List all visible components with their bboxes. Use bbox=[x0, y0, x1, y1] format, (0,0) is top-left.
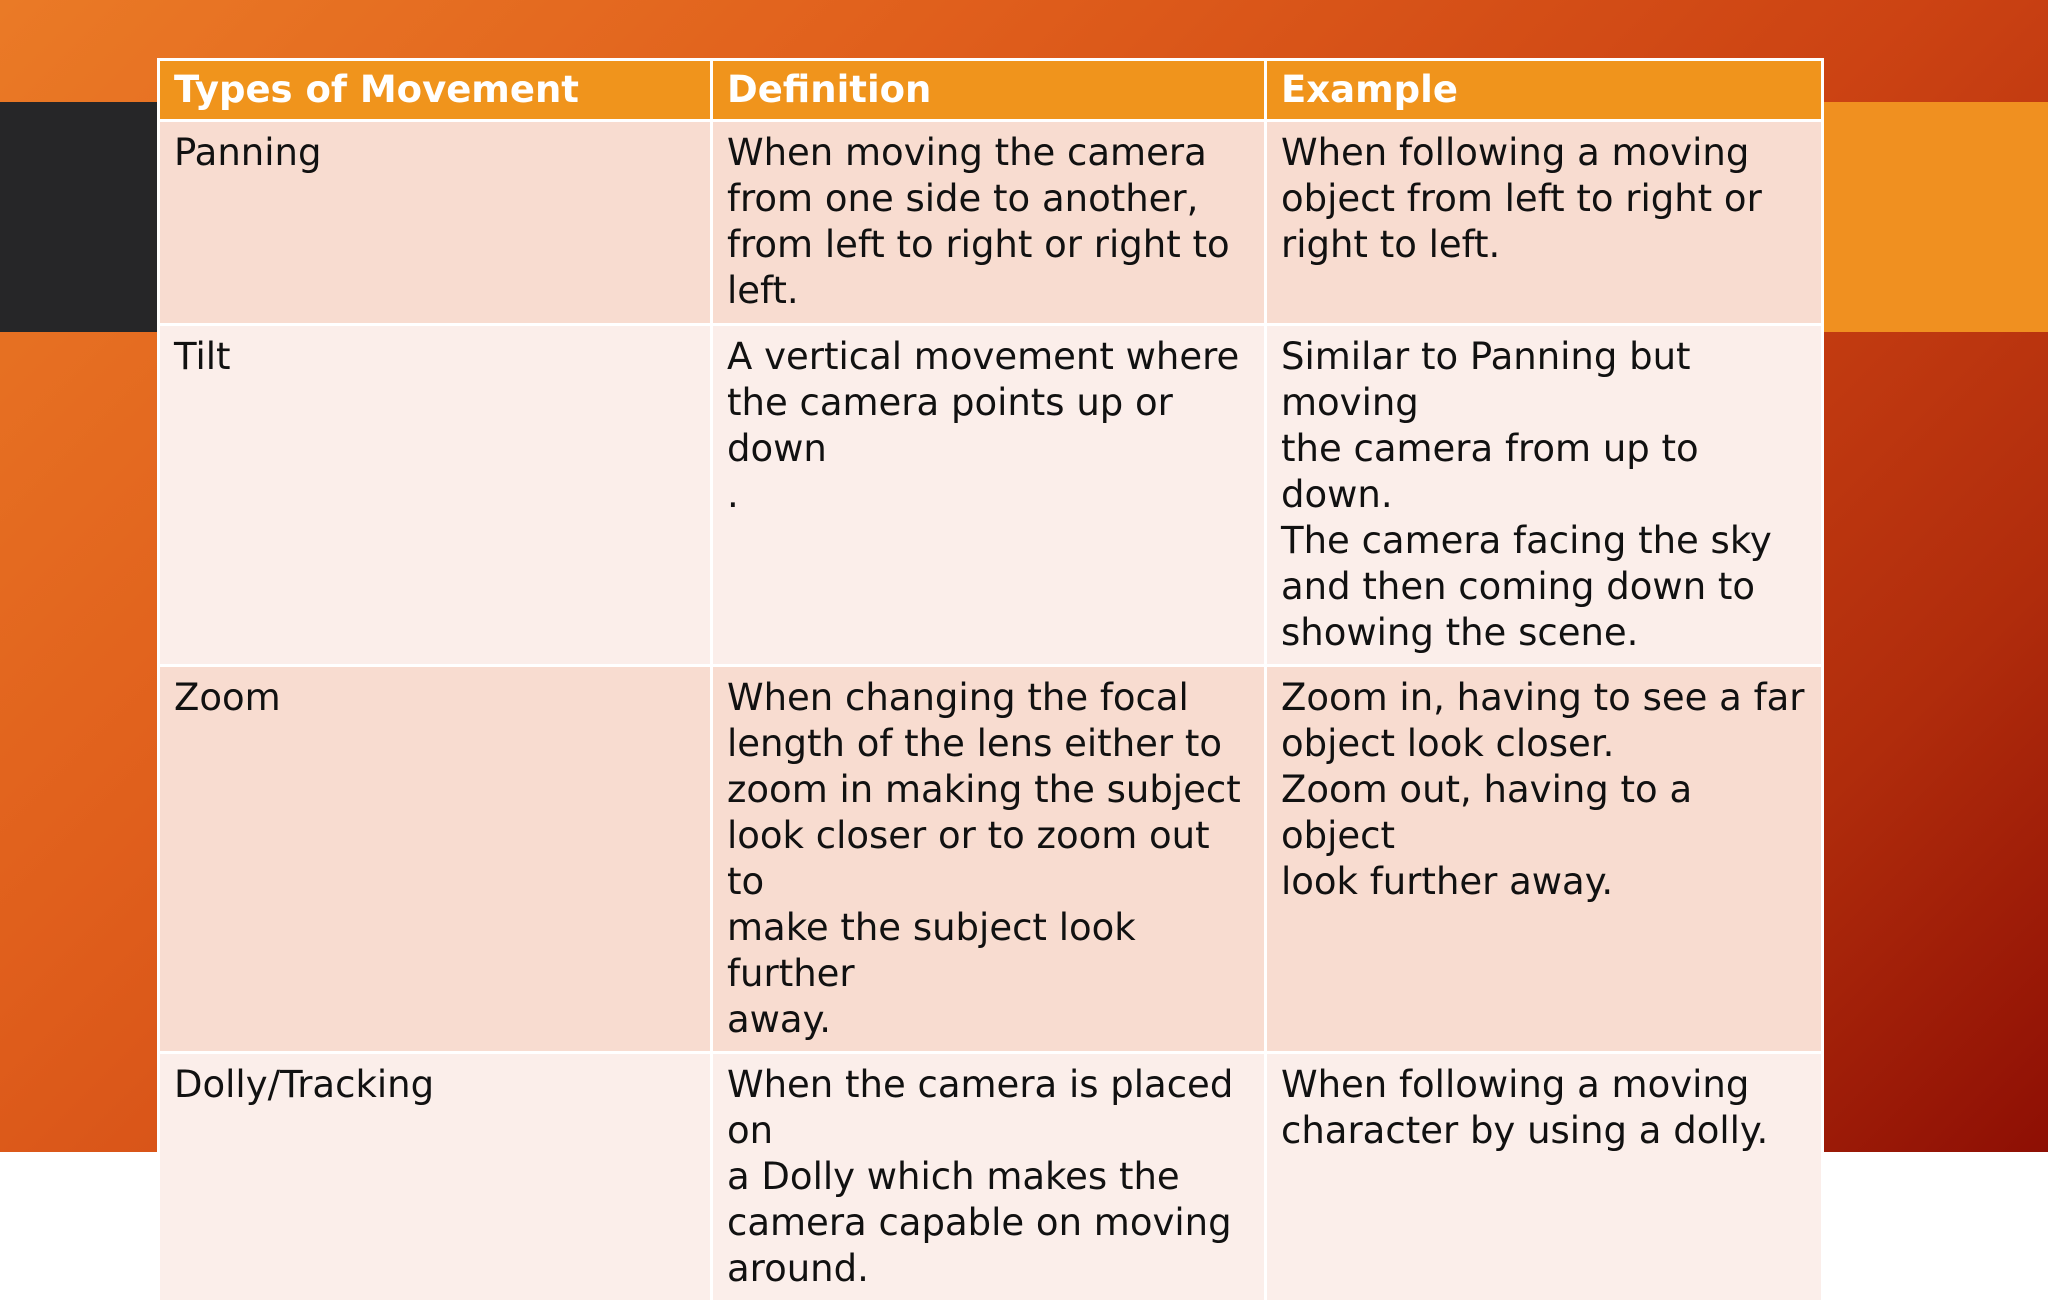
table-header-row bbox=[159, 60, 1823, 121]
example-line: character by using a dolly. bbox=[1281, 1109, 1769, 1152]
example-line: look further away. bbox=[1281, 860, 1614, 903]
definition-line: When the camera is placed on bbox=[727, 1063, 1234, 1152]
definition-line: around. bbox=[727, 1247, 869, 1290]
definition-line: camera capable on moving bbox=[727, 1201, 1232, 1244]
definition-line: make the subject look further bbox=[727, 906, 1136, 995]
table-row-panning bbox=[159, 121, 1823, 325]
example-line: right to left. bbox=[1281, 223, 1501, 266]
cell-example bbox=[1266, 325, 1823, 666]
definition-line: When moving the camera bbox=[727, 131, 1207, 174]
example-line: Zoom in, having to see a far bbox=[1281, 676, 1805, 719]
cell-type: Dolly/Tracking bbox=[159, 1053, 712, 1302]
orange-accent-band bbox=[1818, 102, 2048, 332]
header-definition: Definition bbox=[712, 60, 1266, 121]
table-row-zoom bbox=[159, 666, 1823, 1053]
cell-definition bbox=[712, 121, 1266, 325]
cell-example bbox=[1266, 666, 1823, 1053]
movement-types-table bbox=[157, 58, 1824, 1303]
example-line: object look closer. bbox=[1281, 722, 1615, 765]
table-row-dolly-tracking bbox=[159, 1053, 1823, 1302]
example-line: When following a moving bbox=[1281, 131, 1750, 174]
cell-type: Zoom bbox=[159, 666, 712, 1053]
cell-definition bbox=[712, 1053, 1266, 1302]
table-row-tilt bbox=[159, 325, 1823, 666]
cell-type: Panning bbox=[159, 121, 712, 325]
definition-line: the camera points up or down bbox=[727, 381, 1173, 470]
definition-line: left. bbox=[727, 269, 799, 312]
definition-line: When changing the focal bbox=[727, 676, 1189, 719]
cell-definition bbox=[712, 666, 1266, 1053]
definition-line: zoom in making the subject bbox=[727, 768, 1241, 811]
example-line: and then coming down to bbox=[1281, 565, 1756, 608]
example-line: object from left to right or bbox=[1281, 177, 1762, 220]
example-line: the camera from up to down. bbox=[1281, 427, 1699, 516]
example-line: Zoom out, having to a object bbox=[1281, 768, 1693, 857]
cell-definition bbox=[712, 325, 1266, 666]
definition-line: from one side to another, bbox=[727, 177, 1199, 220]
cell-example bbox=[1266, 121, 1823, 325]
cell-example bbox=[1266, 1053, 1823, 1302]
example-line: showing the scene. bbox=[1281, 611, 1639, 654]
header-types-of-movement: Types of Movement bbox=[159, 60, 712, 121]
dark-accent-band bbox=[0, 102, 160, 332]
definition-line: look closer or to zoom out to bbox=[727, 814, 1210, 903]
example-line: The camera facing the sky bbox=[1281, 519, 1772, 562]
cell-type: Tilt bbox=[159, 325, 712, 666]
definition-line: . bbox=[727, 473, 739, 516]
definition-line: a Dolly which makes the bbox=[727, 1155, 1180, 1198]
definition-line: away. bbox=[727, 998, 831, 1041]
definition-line: length of the lens either to bbox=[727, 722, 1223, 765]
movement-table-container bbox=[157, 58, 1821, 1303]
example-line: Similar to Panning but moving bbox=[1281, 335, 1691, 424]
definition-line: from left to right or right to bbox=[727, 223, 1230, 266]
definition-line: A vertical movement where bbox=[727, 335, 1240, 378]
example-line: When following a moving bbox=[1281, 1063, 1750, 1106]
header-example: Example bbox=[1266, 60, 1823, 121]
